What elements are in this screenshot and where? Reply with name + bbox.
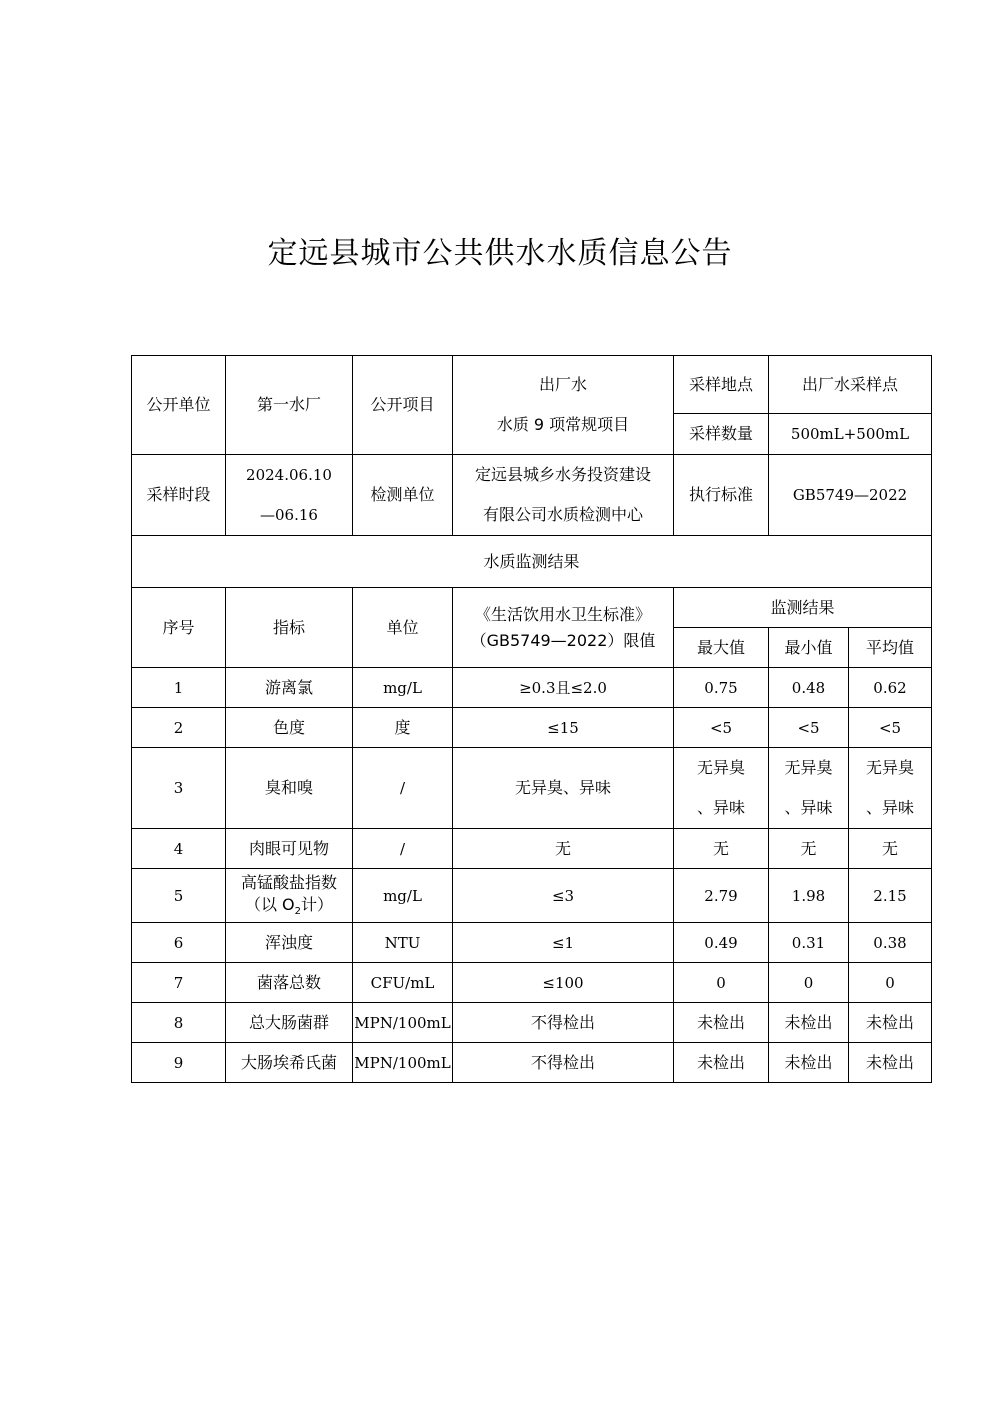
- row-avg: 0: [849, 963, 932, 1003]
- row-no: 3: [132, 748, 226, 829]
- row-indicator: 浑浊度: [226, 923, 353, 963]
- item-value-line2: 水质 9 项常规项目: [496, 415, 630, 434]
- section-title: 水质监测结果: [132, 536, 932, 588]
- item-value: [453, 356, 674, 455]
- row-limit: 不得检出: [453, 1003, 674, 1043]
- standard-value: GB5749—2022: [769, 455, 932, 536]
- row-limit: 无: [453, 829, 674, 869]
- row-unit: mg/L: [353, 668, 453, 708]
- qty-value: 500mL+500mL: [769, 414, 932, 455]
- row-avg: 未检出: [849, 1043, 932, 1083]
- header-min: 最小值: [769, 628, 849, 668]
- row-indicator: [226, 869, 353, 923]
- header-max: 最大值: [674, 628, 769, 668]
- header-no: 序号: [132, 588, 226, 668]
- row-max: 0.75: [674, 668, 769, 708]
- row-no: 1: [132, 668, 226, 708]
- row-max: 无: [674, 829, 769, 869]
- row-max: 2.79: [674, 869, 769, 923]
- header-unit: 单位: [353, 588, 453, 668]
- row-avg: 0.38: [849, 923, 932, 963]
- row-min: 未检出: [769, 1043, 849, 1083]
- row-indicator: 游离氯: [226, 668, 353, 708]
- row-no: 9: [132, 1043, 226, 1083]
- row-max: 未检出: [674, 1043, 769, 1083]
- table-row: [132, 963, 932, 1003]
- row-max-line1: 无异臭: [696, 758, 745, 777]
- row-indicator-line1: 高锰酸盐指数: [240, 872, 337, 892]
- row-indicator: 菌落总数: [226, 963, 353, 1003]
- row-limit: ≤3: [453, 869, 674, 923]
- row-unit: 度: [353, 708, 453, 748]
- row-min: <5: [769, 708, 849, 748]
- row-limit: 不得检出: [453, 1043, 674, 1083]
- row-min: 0: [769, 963, 849, 1003]
- table-row: [132, 708, 932, 748]
- row-unit: MPN/100mL: [353, 1043, 453, 1083]
- row-no: 2: [132, 708, 226, 748]
- row-no: 7: [132, 963, 226, 1003]
- row-limit: ≤100: [453, 963, 674, 1003]
- row-min: [769, 748, 849, 829]
- row-indicator: 大肠埃希氏菌: [226, 1043, 353, 1083]
- row-min: 无: [769, 829, 849, 869]
- row-no: 8: [132, 1003, 226, 1043]
- row-min: 未检出: [769, 1003, 849, 1043]
- row-unit: MPN/100mL: [353, 1003, 453, 1043]
- row-limit: ≤15: [453, 708, 674, 748]
- water-quality-table: [131, 355, 932, 1083]
- row-max-line2: 、异味: [696, 798, 745, 817]
- row-unit: NTU: [353, 923, 453, 963]
- lab-label: 检测单位: [353, 455, 453, 536]
- page-title: 定远县城市公共供水水质信息公告: [267, 236, 733, 271]
- period-line1: 2024.06.10: [246, 466, 332, 484]
- row-unit: mg/L: [353, 869, 453, 923]
- row-avg: [849, 748, 932, 829]
- header-limit-line1: 《生活饮用水卫生标准》: [474, 604, 651, 624]
- site-value: 出厂水采样点: [769, 356, 932, 414]
- header-results: 监测结果: [674, 588, 932, 628]
- table-row: [132, 668, 932, 708]
- qty-label: 采样数量: [674, 414, 769, 455]
- site-label: 采样地点: [674, 356, 769, 414]
- row-unit: CFU/mL: [353, 963, 453, 1003]
- lab-line1: 定远县城乡水务投资建设: [474, 465, 651, 484]
- table-row: [132, 748, 932, 829]
- row-min-line2: 、异味: [784, 798, 833, 817]
- row-indicator: 色度: [226, 708, 353, 748]
- row-unit: /: [353, 748, 453, 829]
- row-avg-line1: 无异臭: [866, 758, 915, 777]
- period-line2: —06.16: [260, 506, 318, 524]
- row-avg: 无: [849, 829, 932, 869]
- row-max: 0.49: [674, 923, 769, 963]
- unit-label: 公开单位: [132, 356, 226, 455]
- period-value: [226, 455, 353, 536]
- row-avg-line2: 、异味: [866, 798, 915, 817]
- row-avg: <5: [849, 708, 932, 748]
- header-limit-line2: （GB5749—2022）限值: [470, 630, 656, 650]
- table-row: [132, 869, 932, 923]
- row-limit: ≤1: [453, 923, 674, 963]
- table-row: [132, 829, 932, 869]
- indicator-subscript: 2: [294, 906, 302, 918]
- row-avg: 2.15: [849, 869, 932, 923]
- row-max: 未检出: [674, 1003, 769, 1043]
- header-limit: [453, 588, 674, 668]
- row-unit: /: [353, 829, 453, 869]
- standard-label: 执行标准: [674, 455, 769, 536]
- item-value-line1: 出厂水: [538, 375, 587, 394]
- row-min: 0.31: [769, 923, 849, 963]
- header-indicator: 指标: [226, 588, 353, 668]
- row-limit: 无异臭、异味: [453, 748, 674, 829]
- row-max: [674, 748, 769, 829]
- period-label: 采样时段: [132, 455, 226, 536]
- item-label: 公开项目: [353, 356, 453, 455]
- table-row: [132, 1003, 932, 1043]
- unit-value: 第一水厂: [226, 356, 353, 455]
- indicator-part-b: 计）: [301, 895, 334, 915]
- row-avg: 未检出: [849, 1003, 932, 1043]
- row-no: 6: [132, 923, 226, 963]
- row-no: 5: [132, 869, 226, 923]
- row-indicator: 总大肠菌群: [226, 1003, 353, 1043]
- header-avg: 平均值: [849, 628, 932, 668]
- row-indicator: 肉眼可见物: [226, 829, 353, 869]
- table-row: [132, 923, 932, 963]
- lab-value: [453, 455, 674, 536]
- row-no: 4: [132, 829, 226, 869]
- row-max: <5: [674, 708, 769, 748]
- row-avg: 0.62: [849, 668, 932, 708]
- table-row: [132, 1043, 932, 1083]
- row-max: 0: [674, 963, 769, 1003]
- row-indicator: 臭和嗅: [226, 748, 353, 829]
- row-indicator-line2: [226, 894, 352, 919]
- lab-line2: 有限公司水质检测中心: [482, 505, 643, 524]
- row-limit: ≥0.3且≤2.0: [453, 668, 674, 708]
- row-min: 1.98: [769, 869, 849, 923]
- indicator-part-a: （以 O: [244, 895, 295, 915]
- row-min: 0.48: [769, 668, 849, 708]
- row-min-line1: 无异臭: [784, 758, 833, 777]
